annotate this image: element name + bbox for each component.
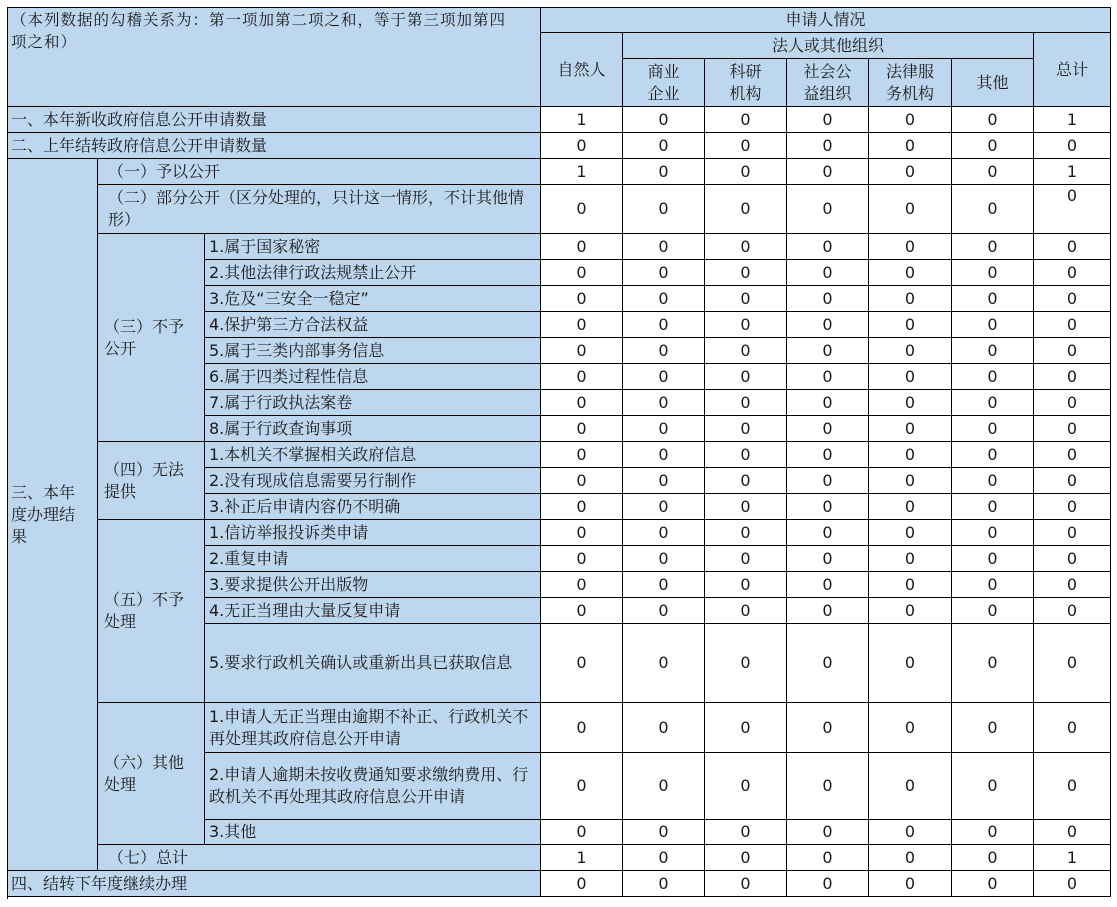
value-cell: 0 <box>1034 494 1111 520</box>
value-cell: 0 <box>952 546 1034 572</box>
value-cell: 0 <box>952 416 1034 442</box>
value-cell: 0 <box>541 185 623 234</box>
value-cell: 0 <box>705 312 787 338</box>
value-cell: 0 <box>1034 234 1111 260</box>
value-cell: 0 <box>623 820 705 845</box>
value-cell: 0 <box>623 624 705 703</box>
value-cell: 0 <box>787 703 869 753</box>
value-cell: 0 <box>952 260 1034 286</box>
value-cell: 0 <box>787 624 869 703</box>
value-cell: 0 <box>952 820 1034 845</box>
value-cell: 0 <box>1034 598 1111 624</box>
value-cell: 0 <box>1034 520 1111 546</box>
row-label: 1.信访举报投诉类申请 <box>205 520 541 546</box>
value-cell: 0 <box>869 416 952 442</box>
value-cell: 0 <box>952 159 1034 185</box>
value-cell: 0 <box>787 107 869 133</box>
value-cell: 0 <box>1034 390 1111 416</box>
value-cell: 1 <box>541 159 623 185</box>
value-cell: 0 <box>1034 753 1111 820</box>
value-cell: 0 <box>952 703 1034 753</box>
value-cell: 0 <box>541 598 623 624</box>
value-cell: 0 <box>1034 338 1111 364</box>
value-cell: 0 <box>787 871 869 897</box>
value-cell: 0 <box>623 234 705 260</box>
value-cell: 0 <box>952 133 1034 159</box>
value-cell: 0 <box>705 624 787 703</box>
value-cell: 0 <box>705 133 787 159</box>
value-cell: 0 <box>869 133 952 159</box>
value-cell: 0 <box>623 753 705 820</box>
group-not-public: （三）不予公开 <box>98 234 205 442</box>
value-cell: 0 <box>1034 185 1111 234</box>
value-cell: 0 <box>952 598 1034 624</box>
value-cell: 0 <box>623 416 705 442</box>
value-cell: 0 <box>1034 416 1111 442</box>
value-cell: 0 <box>705 546 787 572</box>
value-cell: 0 <box>705 845 787 871</box>
value-cell: 0 <box>952 468 1034 494</box>
value-cell: 0 <box>705 598 787 624</box>
value-cell: 0 <box>787 820 869 845</box>
value-cell: 0 <box>705 286 787 312</box>
value-cell: 0 <box>623 442 705 468</box>
value-cell: 0 <box>869 468 952 494</box>
column-note: （本列数据的勾稽关系为：第一项加第二项之和，等于第三项加第四项之和） <box>7 7 541 107</box>
value-cell: 0 <box>623 845 705 871</box>
row-label: 3.要求提供公开出版物 <box>205 572 541 598</box>
value-cell: 0 <box>1034 820 1111 845</box>
value-cell: 0 <box>787 312 869 338</box>
value-cell: 0 <box>787 598 869 624</box>
value-cell: 0 <box>623 185 705 234</box>
value-cell: 0 <box>623 286 705 312</box>
value-cell: 0 <box>541 416 623 442</box>
value-cell: 0 <box>1034 624 1111 703</box>
value-cell: 0 <box>869 286 952 312</box>
header-legal-person-group: 法人或其他组织 <box>623 33 1034 59</box>
header-subcolumn: 法律服 务机构 <box>869 59 952 107</box>
value-cell: 0 <box>541 546 623 572</box>
value-cell: 0 <box>623 364 705 390</box>
value-cell: 0 <box>705 871 787 897</box>
value-cell: 0 <box>787 338 869 364</box>
value-cell: 0 <box>705 703 787 753</box>
value-cell: 0 <box>1034 468 1111 494</box>
value-cell: 1 <box>1034 107 1111 133</box>
value-cell: 1 <box>1034 159 1111 185</box>
value-cell: 0 <box>541 871 623 897</box>
value-cell: 0 <box>705 159 787 185</box>
row-label: 3.补正后申请内容仍不明确 <box>205 494 541 520</box>
value-cell: 0 <box>869 753 952 820</box>
row-label: 4.无正当理由大量反复申请 <box>205 598 541 624</box>
value-cell: 0 <box>787 185 869 234</box>
header-subcolumn: 社会公 益组织 <box>787 59 869 107</box>
row-label: （二）部分公开（区分处理的，只计这一情形，不计其他情形） <box>98 185 541 234</box>
value-cell: 1 <box>541 845 623 871</box>
value-cell: 0 <box>869 546 952 572</box>
value-cell: 0 <box>952 312 1034 338</box>
header-subcolumn: 商业 企业 <box>623 59 705 107</box>
value-cell: 0 <box>623 520 705 546</box>
value-cell: 0 <box>541 703 623 753</box>
value-cell: 0 <box>705 820 787 845</box>
value-cell: 0 <box>787 390 869 416</box>
value-cell: 0 <box>1034 133 1111 159</box>
value-cell: 0 <box>787 572 869 598</box>
value-cell: 0 <box>869 390 952 416</box>
value-cell: 0 <box>787 286 869 312</box>
value-cell: 0 <box>787 364 869 390</box>
value-cell: 0 <box>787 234 869 260</box>
value-cell: 0 <box>705 468 787 494</box>
value-cell: 0 <box>952 185 1034 234</box>
row-label: 四、结转下年度继续办理 <box>7 871 541 897</box>
value-cell: 0 <box>869 703 952 753</box>
value-cell: 0 <box>787 468 869 494</box>
value-cell: 0 <box>869 494 952 520</box>
value-cell: 0 <box>705 572 787 598</box>
row-label: 3.危及“三安全一稳定” <box>205 286 541 312</box>
value-cell: 0 <box>623 468 705 494</box>
header-natural-person: 自然人 <box>541 33 623 107</box>
row-label: 2.申请人逾期未按收费通知要求缴纳费用、行政机关不再处理其政府信息公开申请 <box>205 753 541 820</box>
header-subcolumn: 其他 <box>952 59 1034 107</box>
value-cell: 0 <box>623 133 705 159</box>
value-cell: 0 <box>705 520 787 546</box>
value-cell: 0 <box>623 312 705 338</box>
header-subcolumn: 科研 机构 <box>705 59 787 107</box>
row-label: 1.申请人无正当理由逾期不补正、行政机关不再处理其政府信息公开申请 <box>205 703 541 753</box>
value-cell: 0 <box>869 871 952 897</box>
value-cell: 0 <box>1034 572 1111 598</box>
value-cell: 0 <box>787 520 869 546</box>
value-cell: 0 <box>705 107 787 133</box>
value-cell: 0 <box>1034 442 1111 468</box>
value-cell: 0 <box>787 416 869 442</box>
value-cell: 0 <box>869 312 952 338</box>
row-label: 一、本年新收政府信息公开申请数量 <box>7 107 541 133</box>
value-cell: 0 <box>705 442 787 468</box>
value-cell: 0 <box>1034 260 1111 286</box>
value-cell: 0 <box>952 338 1034 364</box>
value-cell: 1 <box>541 107 623 133</box>
row-label: 2.没有现成信息需要另行制作 <box>205 468 541 494</box>
value-cell: 1 <box>1034 845 1111 871</box>
value-cell: 0 <box>952 364 1034 390</box>
row-label: 4.保护第三方合法权益 <box>205 312 541 338</box>
value-cell: 0 <box>541 520 623 546</box>
row-label: 2.其他法律行政法规禁止公开 <box>205 260 541 286</box>
value-cell: 0 <box>623 159 705 185</box>
row-label: 1.属于国家秘密 <box>205 234 541 260</box>
value-cell: 0 <box>787 133 869 159</box>
value-cell: 0 <box>869 159 952 185</box>
header-total: 总计 <box>1034 33 1111 107</box>
value-cell: 0 <box>869 572 952 598</box>
value-cell: 0 <box>869 260 952 286</box>
value-cell: 0 <box>869 598 952 624</box>
value-cell: 0 <box>541 312 623 338</box>
value-cell: 0 <box>787 845 869 871</box>
value-cell: 0 <box>952 520 1034 546</box>
value-cell: 0 <box>869 845 952 871</box>
value-cell: 0 <box>1034 546 1111 572</box>
value-cell: 0 <box>623 703 705 753</box>
value-cell: 0 <box>787 546 869 572</box>
value-cell: 0 <box>705 416 787 442</box>
value-cell: 0 <box>623 572 705 598</box>
value-cell: 0 <box>541 286 623 312</box>
value-cell: 0 <box>787 442 869 468</box>
value-cell: 0 <box>952 390 1034 416</box>
value-cell: 0 <box>541 442 623 468</box>
row-label: 2.重复申请 <box>205 546 541 572</box>
value-cell: 0 <box>869 107 952 133</box>
value-cell: 0 <box>541 753 623 820</box>
value-cell: 0 <box>623 494 705 520</box>
row-label: 二、上年结转政府信息公开申请数量 <box>7 133 541 159</box>
value-cell: 0 <box>869 338 952 364</box>
row-label: 5.属于三类内部事务信息 <box>205 338 541 364</box>
value-cell: 0 <box>952 494 1034 520</box>
row-label: 6.属于四类过程性信息 <box>205 364 541 390</box>
value-cell: 0 <box>952 624 1034 703</box>
value-cell: 0 <box>623 598 705 624</box>
group-unable-to-provide: （四）无法提供 <box>98 442 205 520</box>
value-cell: 0 <box>869 234 952 260</box>
value-cell: 0 <box>541 494 623 520</box>
value-cell: 0 <box>623 546 705 572</box>
value-cell: 0 <box>623 871 705 897</box>
value-cell: 0 <box>952 753 1034 820</box>
row-label: 1.本机关不掌握相关政府信息 <box>205 442 541 468</box>
value-cell: 0 <box>705 390 787 416</box>
value-cell: 0 <box>787 260 869 286</box>
value-cell: 0 <box>869 624 952 703</box>
value-cell: 0 <box>705 234 787 260</box>
value-cell: 0 <box>623 390 705 416</box>
row-label: （七）总计 <box>98 845 541 871</box>
value-cell: 0 <box>787 753 869 820</box>
group-not-processed: （五）不予处理 <box>98 520 205 703</box>
value-cell: 0 <box>705 494 787 520</box>
value-cell: 0 <box>705 260 787 286</box>
header-applicant-situation: 申请人情况 <box>541 7 1111 33</box>
value-cell: 0 <box>952 107 1034 133</box>
value-cell: 0 <box>1034 703 1111 753</box>
value-cell: 0 <box>705 364 787 390</box>
value-cell: 0 <box>623 107 705 133</box>
value-cell: 0 <box>1034 286 1111 312</box>
value-cell: 0 <box>952 871 1034 897</box>
value-cell: 0 <box>541 234 623 260</box>
value-cell: 0 <box>952 286 1034 312</box>
row-label: 5.要求行政机关确认或重新出具已获取信息 <box>205 624 541 703</box>
value-cell: 0 <box>1034 312 1111 338</box>
value-cell: 0 <box>787 159 869 185</box>
value-cell: 0 <box>869 820 952 845</box>
value-cell: 0 <box>705 185 787 234</box>
government-info-disclosure-table <box>7 7 1111 899</box>
row-label: 8.属于行政查询事项 <box>205 416 541 442</box>
value-cell: 0 <box>869 364 952 390</box>
value-cell: 0 <box>541 260 623 286</box>
value-cell: 0 <box>541 390 623 416</box>
value-cell: 0 <box>787 494 869 520</box>
row-label: 3.其他 <box>205 820 541 845</box>
value-cell: 0 <box>952 442 1034 468</box>
value-cell: 0 <box>541 338 623 364</box>
value-cell: 0 <box>541 364 623 390</box>
value-cell: 0 <box>705 338 787 364</box>
value-cell: 0 <box>541 624 623 703</box>
value-cell: 0 <box>952 234 1034 260</box>
value-cell: 0 <box>869 520 952 546</box>
value-cell: 0 <box>1034 871 1111 897</box>
row-label: 7.属于行政执法案卷 <box>205 390 541 416</box>
group-other-processing: （六）其他处理 <box>98 703 205 845</box>
value-cell: 0 <box>541 572 623 598</box>
value-cell: 0 <box>541 820 623 845</box>
value-cell: 0 <box>952 572 1034 598</box>
value-cell: 0 <box>705 753 787 820</box>
group-result-section: 三、本年度办理结果 <box>7 159 98 871</box>
value-cell: 0 <box>623 260 705 286</box>
row-label: （一）予以公开 <box>98 159 541 185</box>
value-cell: 0 <box>541 468 623 494</box>
value-cell: 0 <box>869 442 952 468</box>
value-cell: 0 <box>541 133 623 159</box>
value-cell: 0 <box>952 845 1034 871</box>
value-cell: 0 <box>623 338 705 364</box>
value-cell: 0 <box>1034 364 1111 390</box>
value-cell: 0 <box>869 185 952 234</box>
